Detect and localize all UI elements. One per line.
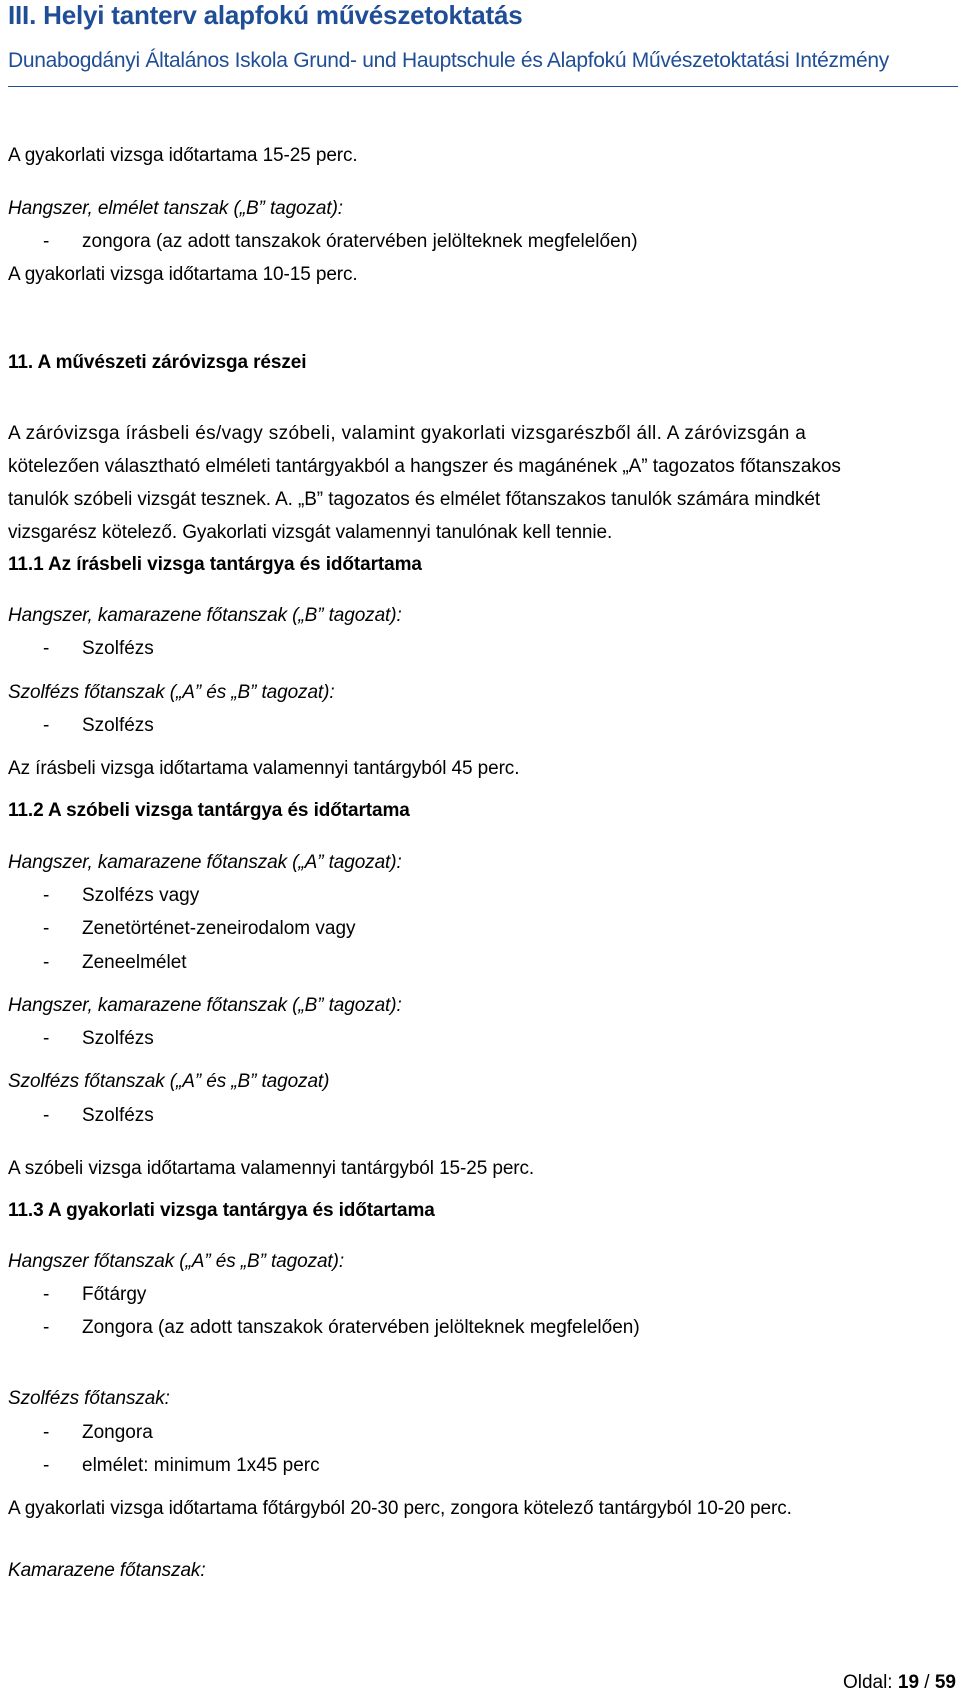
heading-11-2: 11.2 A szóbeli vizsga tantárgya és időtartama [8, 800, 410, 821]
list-bullet: - [43, 952, 50, 973]
page-header [8, 0, 958, 87]
paragraph-line: tanulók szóbeli vizsgát tesznek. A. „B” tagozatos és elmélet főtanszakos tanulók számára mindkét [8, 489, 821, 510]
section-label: Szolfézs főtanszak: [8, 1388, 170, 1409]
list-bullet: - [43, 1028, 50, 1049]
section-label: Hangszer, kamarazene főtanszak („B” tagozat): [8, 995, 402, 1016]
section-label: Hangszer főtanszak („A” és „B” tagozat): [8, 1251, 345, 1272]
page-separator: / [924, 1672, 930, 1693]
page-label: Oldal: [842, 1672, 893, 1693]
list-bullet: - [43, 918, 50, 939]
list-bullet: - [43, 1422, 50, 1443]
section-label: Szolfézs főtanszak („A” és „B” tagozat): [8, 682, 335, 703]
section-label: Szolfézs főtanszak („A” és „B” tagozat) [8, 1071, 330, 1092]
list-item: Zongora [82, 1422, 153, 1443]
paragraph: A gyakorlati vizsga időtartama főtárgyból 20-30 perc, zongora kötelező tantárgyból 10-20 perc. [8, 1498, 792, 1519]
section-label: Kamarazene főtanszak: [8, 1560, 206, 1581]
list-bullet: - [43, 1455, 50, 1476]
list-item: Zeneelmélet [82, 952, 187, 973]
paragraph: A szóbeli vizsga időtartama valamennyi tantárgyból 15-25 perc. [8, 1158, 535, 1179]
list-item: zongora (az adott tanszakok óratervében jelölteknek megfelelően) [82, 231, 638, 252]
list-item: Szolfézs [82, 1028, 154, 1049]
paragraph-line: A záróvizsga írásbeli és/vagy szóbeli, valamint gyakorlati vizsgarészből áll. A záróvizsgán a [8, 423, 807, 444]
list-item: Zenetörténet-zeneirodalom vagy [82, 918, 356, 939]
page-number [843, 1672, 956, 1694]
list-bullet: - [43, 715, 50, 736]
list-item: Szolfézs [82, 715, 154, 736]
paragraph: A gyakorlati vizsga időtartama 15-25 perc. [8, 145, 358, 166]
list-bullet: - [43, 231, 50, 252]
list-bullet: - [43, 1105, 50, 1126]
paragraph-line: vizsgarész kötelező. Gyakorlati vizsgát valamennyi tanulónak kell tennie. [8, 522, 613, 543]
paragraph: Az írásbeli vizsga időtartama valamennyi tantárgyból 45 perc. [8, 758, 520, 779]
paragraph-line: kötelezően választható elméleti tantárgyakból a hangszer és magánének „A” tagozatos főtanszakos [8, 456, 841, 477]
current-page: 19 [897, 1672, 920, 1693]
list-bullet: - [43, 1284, 50, 1305]
paragraph: A gyakorlati vizsga időtartama 10-15 perc. [8, 264, 358, 285]
list-item: Főtárgy [82, 1284, 147, 1305]
total-pages: 59 [934, 1672, 956, 1693]
list-item: elmélet: minimum 1x45 perc [82, 1455, 320, 1476]
list-item: Szolfézs [82, 638, 154, 659]
heading-11-1: 11.1 Az írásbeli vizsga tantárgya és időtartama [8, 554, 422, 575]
list-item: Zongora (az adott tanszakok óratervében jelölteknek megfelelően) [82, 1317, 640, 1338]
heading-11-3: 11.3 A gyakorlati vizsga tantárgya és időtartama [8, 1200, 435, 1221]
heading-11: 11. A művészeti záróvizsga részei [8, 352, 307, 373]
document-title: III. Helyi tanterv alapfokú művészetoktatás [8, 0, 523, 30]
section-label: Hangszer, elmélet tanszak („B” tagozat): [8, 198, 343, 219]
section-label: Hangszer, kamarazene főtanszak („A” tagozat): [8, 852, 402, 873]
list-item: Szolfézs vagy [82, 885, 200, 906]
list-bullet: - [43, 885, 50, 906]
institution-name: Dunabogdányi Általános Iskola Grund- und Hauptschule és Alapfokú Művészetoktatási Intézmény [8, 49, 889, 72]
list-bullet: - [43, 1317, 50, 1338]
section-label: Hangszer, kamarazene főtanszak („B” tagozat): [8, 605, 402, 626]
list-bullet: - [43, 638, 50, 659]
list-item: Szolfézs [82, 1105, 154, 1126]
